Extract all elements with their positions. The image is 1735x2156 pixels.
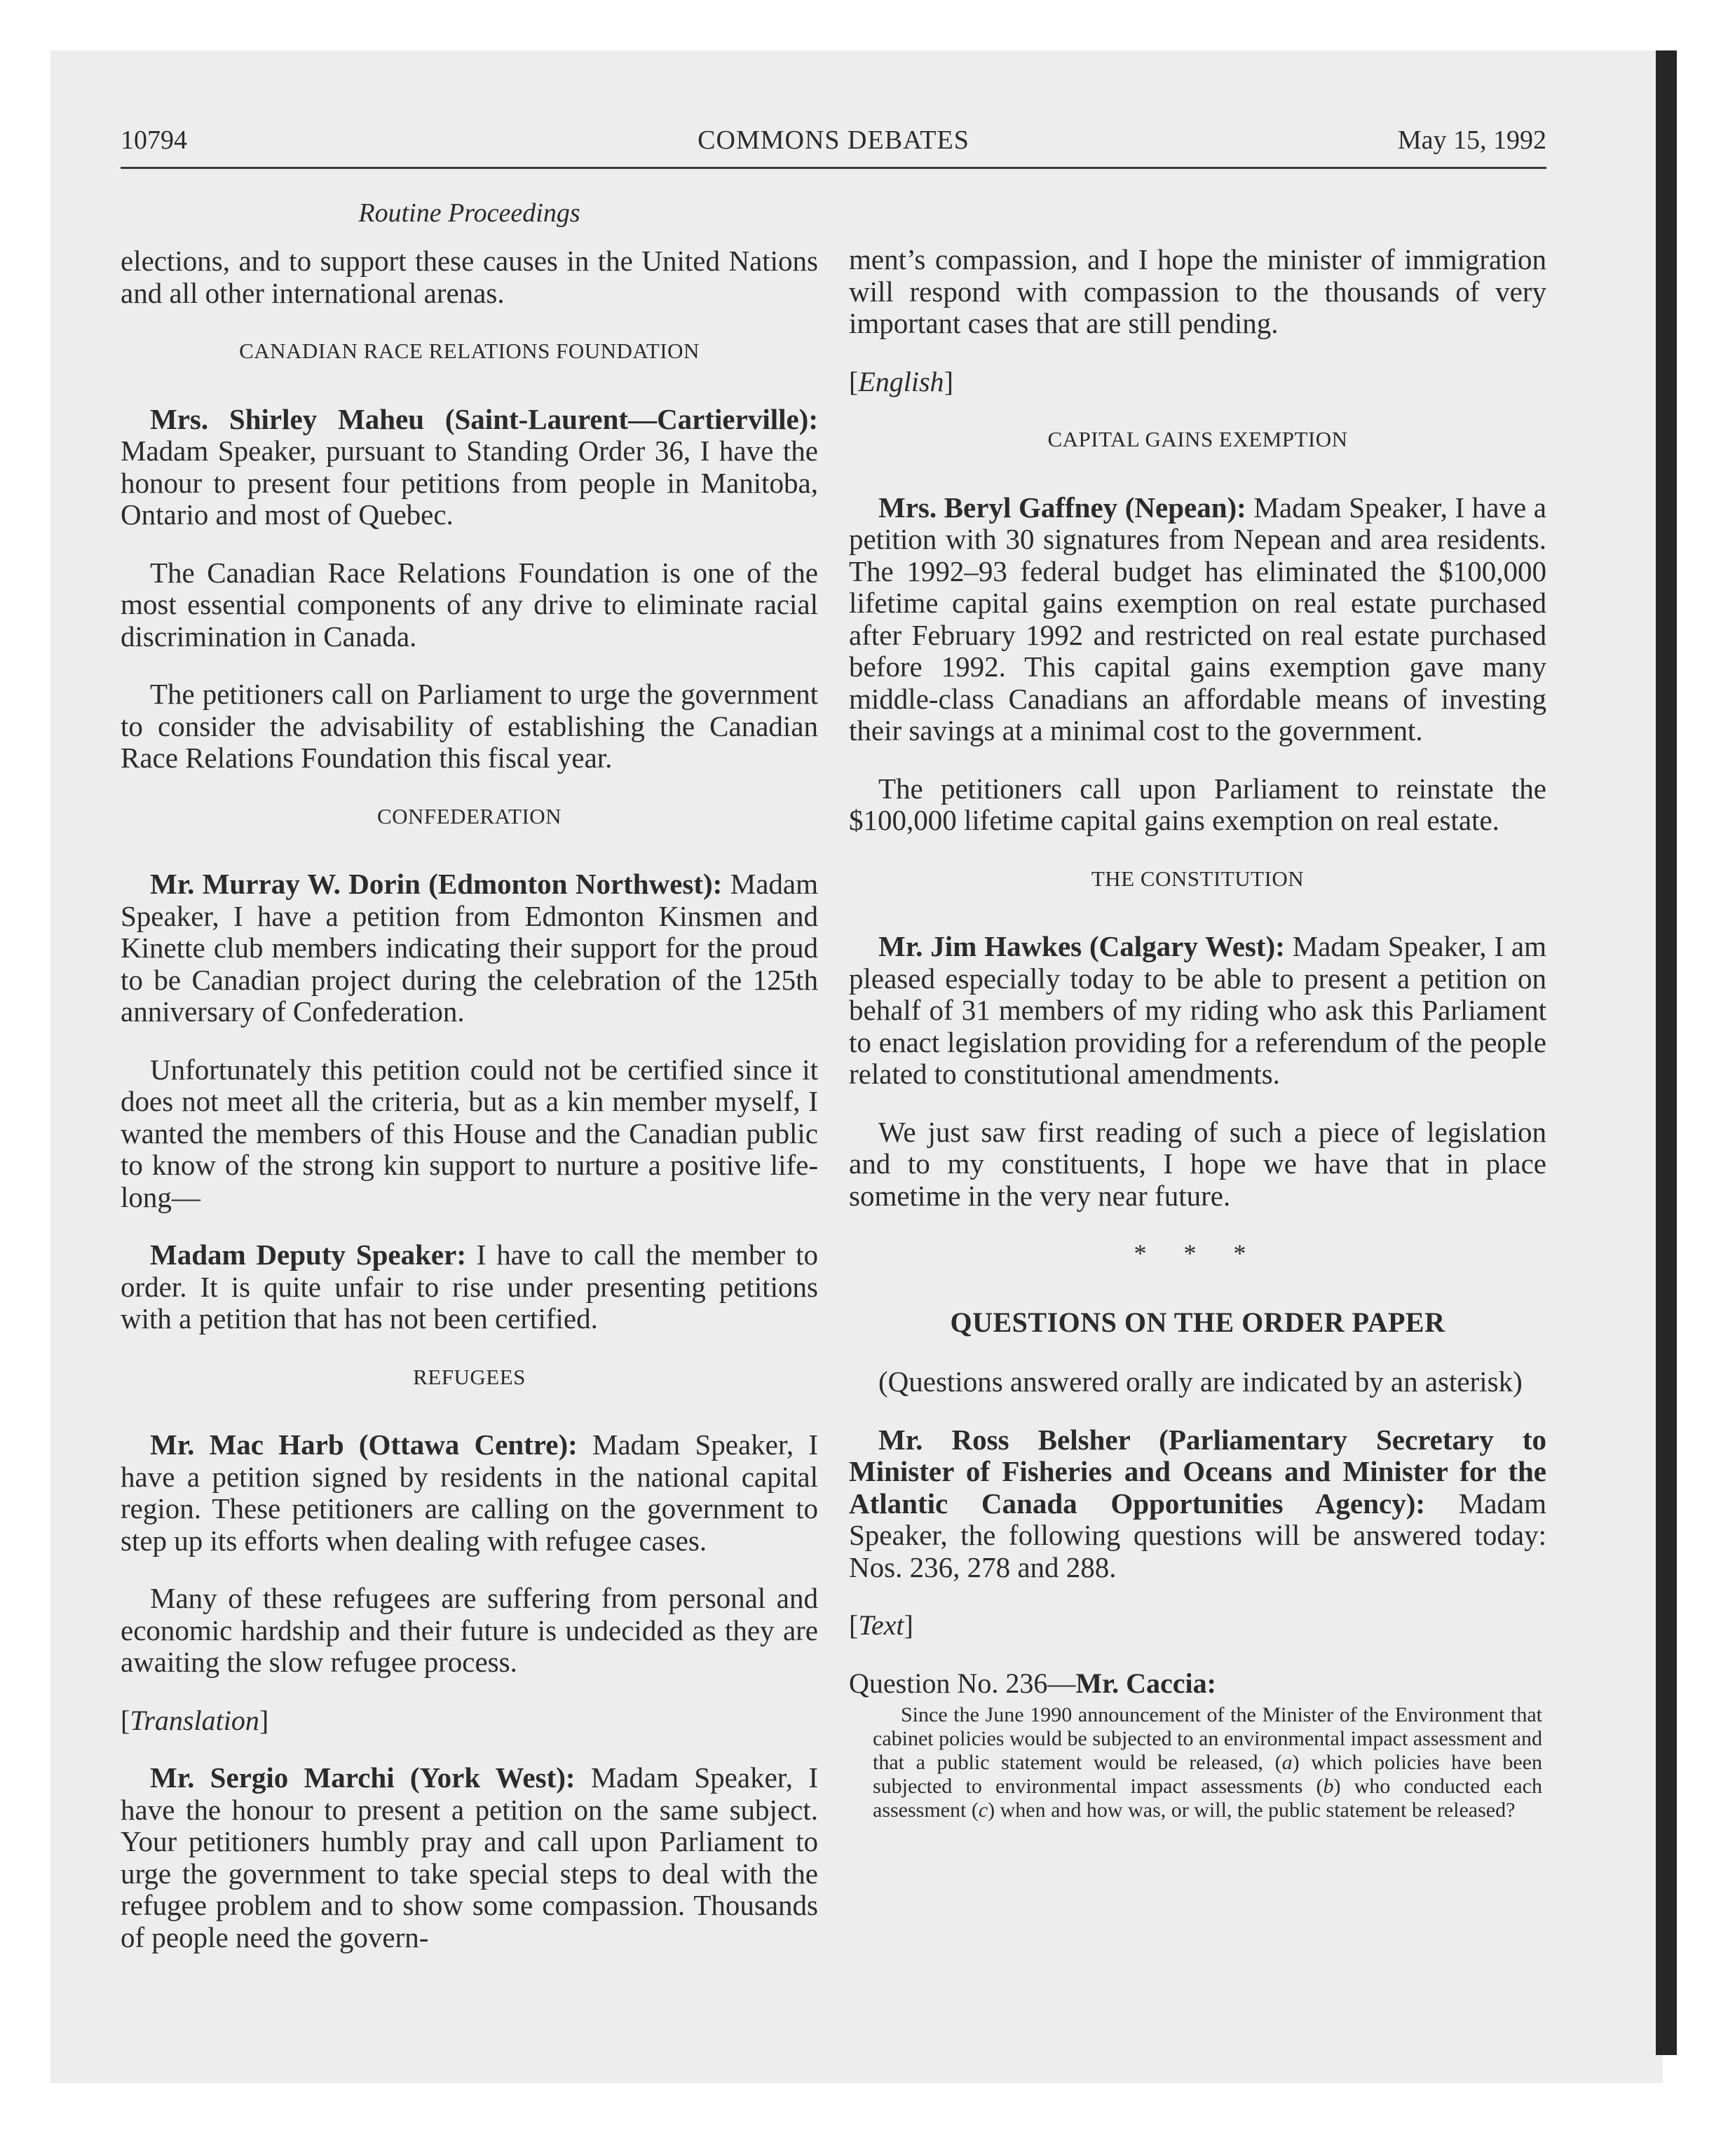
speaker-name: Mrs. Beryl Gaffney (Nepean): [878,491,1246,524]
language-marker-text: [Text] [849,1609,913,1641]
speaker-name: Mr. Murray W. Dorin (Edmonton Northwest): [150,868,723,900]
speech-text: Madam Speaker, I am pleased especially today to be able to present a petition on behalf of 31 members of my riding who ask this Parliament to enact legislation providing for a referendum of the people related to constitutional amendments. [849,930,1546,1090]
issue-date: May 15, 1992 [1397,125,1546,155]
section-heading-race-relations: CANADIAN RACE RELATIONS FOUNDATION [239,339,700,363]
section-heading-constitution: THE CONSTITUTION [1091,866,1305,891]
speech-text: Madam Speaker, I have a petition from Edmonton Kinsmen and Kinette club members indicating their support for the proud to be Canadian project during the celebration of the 125th anniversary of Confederation. [121,868,818,1028]
publication-title: COMMONS DEBATES [698,125,969,155]
speech-text: Madam Speaker, I have a petition with 30 signatures from Nepean and area residents. The 1992–93 federal budget has eliminated the $100,000 lifetime capital gains exemption on real estate purchased after February 1992 and restricted on real estate purchased before 1992. This capital gains exemption gave many middle-class Canadians an affordable means of investing their savings at a minimal cost to the government. [849,491,1546,746]
page-number: 10794 [121,125,187,155]
section-heading-capital-gains: CAPITAL GAINS EXEMPTION [1047,427,1348,451]
paragraph-continued: ment’s compassion, and I hope the minister of immigration will respond with compassion to the thousands of very important cases that are still pending. [849,243,1546,339]
speech-dorin [121,868,818,1028]
question-number: Question No. 236—Mr. Caccia: [849,1667,1216,1699]
section-heading-questions: QUESTIONS ON THE ORDER PAPER [950,1306,1445,1338]
left-column [121,245,818,1979]
speech-harb [121,1429,818,1557]
page-header [121,125,1546,169]
paragraph-note: (Questions answered orally are indicated by an asterisk) [878,1365,1523,1398]
speaker-name: Mrs. Shirley Maheu (Saint-Laurent—Cartierville): [150,402,818,435]
speaker-name: Madam Deputy Speaker: [150,1239,466,1271]
speaker-name: Mr. Ross Belsher (Parliamentary Secretary to Minister of Fisheries and Oceans and Minister for the Atlantic Canada Opportunities Agency): [849,1423,1546,1520]
speaker-name: Mr. Sergio Marchi (York West): [150,1761,576,1794]
section-divider-stars: * * * [1134,1239,1262,1267]
speech-deputy-speaker [121,1239,818,1335]
paragraph: The petitioners call upon Parliament to reinstate the $100,000 lifetime capital gains exemption on real estate. [849,772,1546,836]
running-head: Routine Proceedings [358,198,580,228]
section-heading-refugees: REFUGEES [413,1364,526,1389]
speaker-name: Mr. Jim Hawkes (Calgary West): [878,930,1285,962]
speech-text: Madam Speaker, the following questions will be answered today: Nos. 236, 278 and 288. [849,1487,1546,1583]
speech-marchi [121,1762,818,1953]
speaker-name: Mr. Mac Harb (Ottawa Centre): [150,1428,578,1461]
paragraph: We just saw first reading of such a piece of legislation and to my constituents, I hope we have that in place sometime in the very near future. [849,1115,1546,1212]
question-body: Since the June 1990 announcement of the Minister of the Environment that cabinet policies would be subjected to an environmental impact assessment and that a public statement would be released, (a) which policies have been subjected to environmental impact assessments (b) who conducted each assessment (c) when and how was, or will, the public statement be released? [873,1703,1542,1822]
speech-text: Madam Speaker, pursuant to Standing Order 36, I have the honour to present four petitions from people in Manitoba, Ontario and most of Quebec. [121,435,818,531]
language-marker-english: [English] [849,365,953,397]
paragraph: Many of these refugees are suffering from personal and economic hardship and their future is undecided as they are awaiting the slow refugee process. [121,1582,818,1678]
paragraph-continued: elections, and to support these causes in the United Nations and all other international arenas. [121,245,818,309]
speech-maheu [121,404,818,531]
speech-text: Madam Speaker, I have the honour to present a petition on the same subject. Your petitioners humbly pray and call upon Parliament to urge the government to take special steps to deal with the refugee problem and to show some compassion. Thousands of people need the govern- [121,1761,818,1953]
speech-belsher [849,1424,1546,1584]
paragraph: The petitioners call on Parliament to urge the government to consider the advisability of establishing the Canadian Race Relations Foundation this fiscal year. [121,678,818,774]
right-column [849,244,1546,1848]
scan-edge-bar [1656,50,1677,2055]
speech-gaffney [849,492,1546,747]
section-heading-confederation: CONFEDERATION [376,803,562,828]
speech-text: Madam Speaker, I have a petition signed by residents in the national capital region. These petitioners are calling on the government to step up its efforts when dealing with refugee cases. [121,1428,818,1557]
speech-text: I have to call the member to order. It is quite unfair to rise under presenting petitions with a petition that has not been certified. [121,1239,818,1335]
speech-hawkes [849,931,1546,1091]
paragraph: The Canadian Race Relations Foundation is one of the most essential components of any drive to eliminate racial discrimination in Canada. [121,556,818,653]
language-marker-translation: [Translation] [121,1704,269,1736]
paragraph: Unfortunately this petition could not be certified since it does not meet all the criteria, but as a kin member myself, I wanted the members of this House and the Canadian public to know of the strong kin support to nurture a positive life-long— [121,1053,818,1213]
